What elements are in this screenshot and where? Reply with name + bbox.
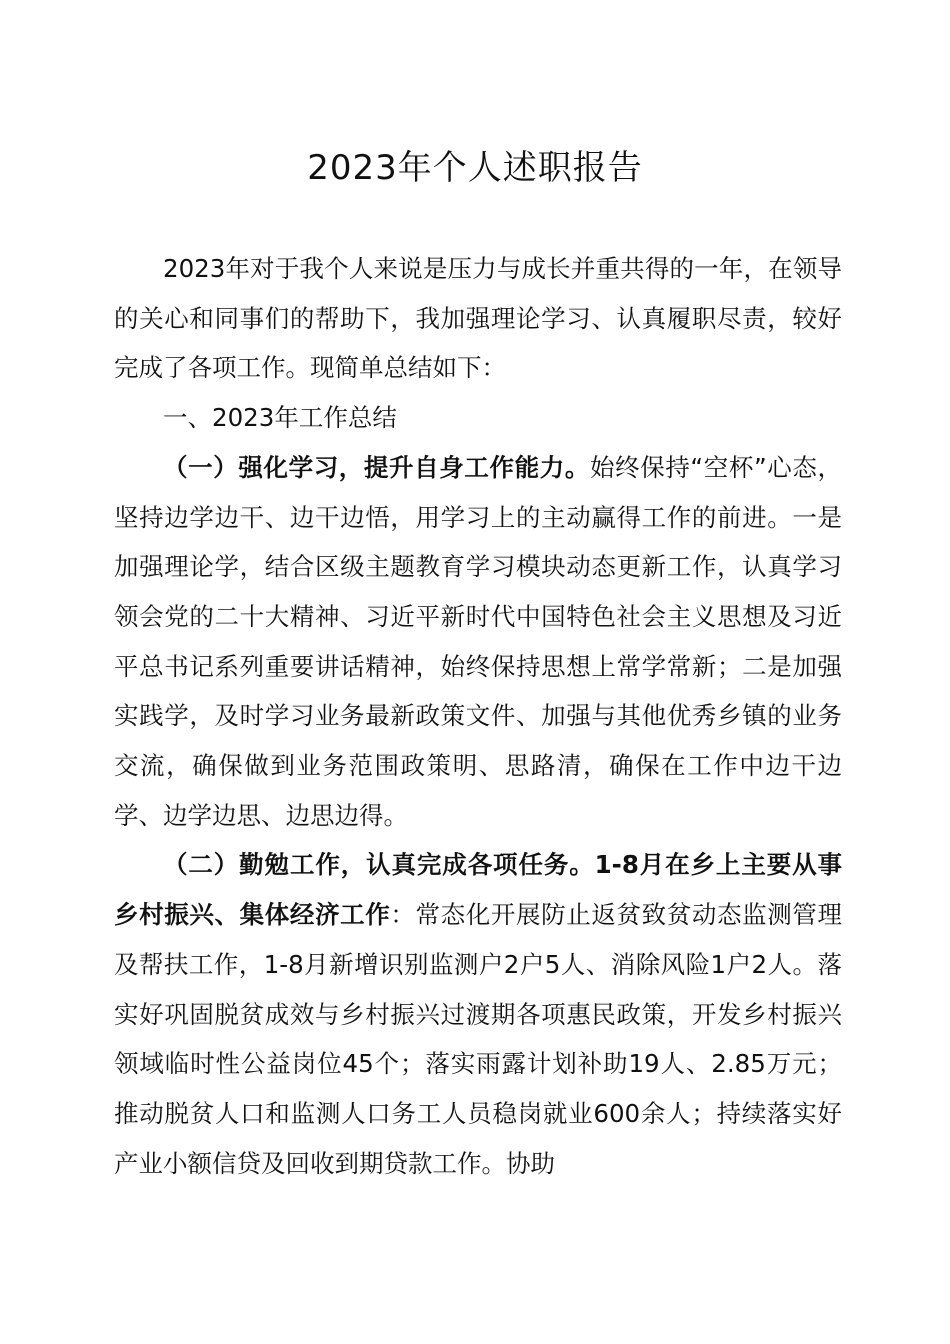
item-1-paragraph	[114, 443, 842, 841]
item-1-text: 始终保持“空杯”心态，坚持边学边干、边干边悟，用学习上的主动赢得工作的前进。一是加强理论学，结合区级主题教育学习模块动态更新工作，认真学习领会党的二十大精神、习近平新时代中国特色社会主义思想及习近平总书记系列重要讲话精神，始终保持思想上常学常新；二是加强实践学，及时学习业务最新政策文件、加强与其他优秀乡镇的业务交流，确保做到业务范围政策明、思路清，确保在工作中边干边学、边学边思、边思边得。	[114, 452, 843, 830]
item-2-lead: （二）勤勉工作，认真完成各项任务。1-8月在乡上主要从事乡村振兴、集体经济工作	[114, 850, 842, 930]
item-2-text: ：常态化开展防止返贫致贫动态监测管理及帮扶工作，1-8月新增识别监测户2户5人、消除风险1户2人。落实好巩固脱贫成效与乡村振兴过渡期各项惠民政策，开发乡村振兴领域临时性公益岗位45个；落实雨露计划补助19人、2.85万元；推动脱贫人口和监测人口务工人员稳岗就业600余人；持续落实好产业小额信贷及回收到期贷款工作。协助	[114, 900, 842, 1178]
document-body	[114, 244, 842, 1188]
document-title: 2023年个人述职报告	[307, 148, 643, 188]
section-heading: 一、2023年工作总结	[163, 403, 397, 433]
item-2-paragraph	[114, 840, 842, 1188]
item-1-lead: （一）强化学习，提升自身工作能力。	[163, 452, 590, 482]
intro-paragraph: 2023年对于我个人来说是压力与成长并重共得的一年，在领导的关心和同事们的帮助下，我加强理论学习、认真履职尽责，较好完成了各项工作。现简单总结如下：	[114, 254, 842, 383]
